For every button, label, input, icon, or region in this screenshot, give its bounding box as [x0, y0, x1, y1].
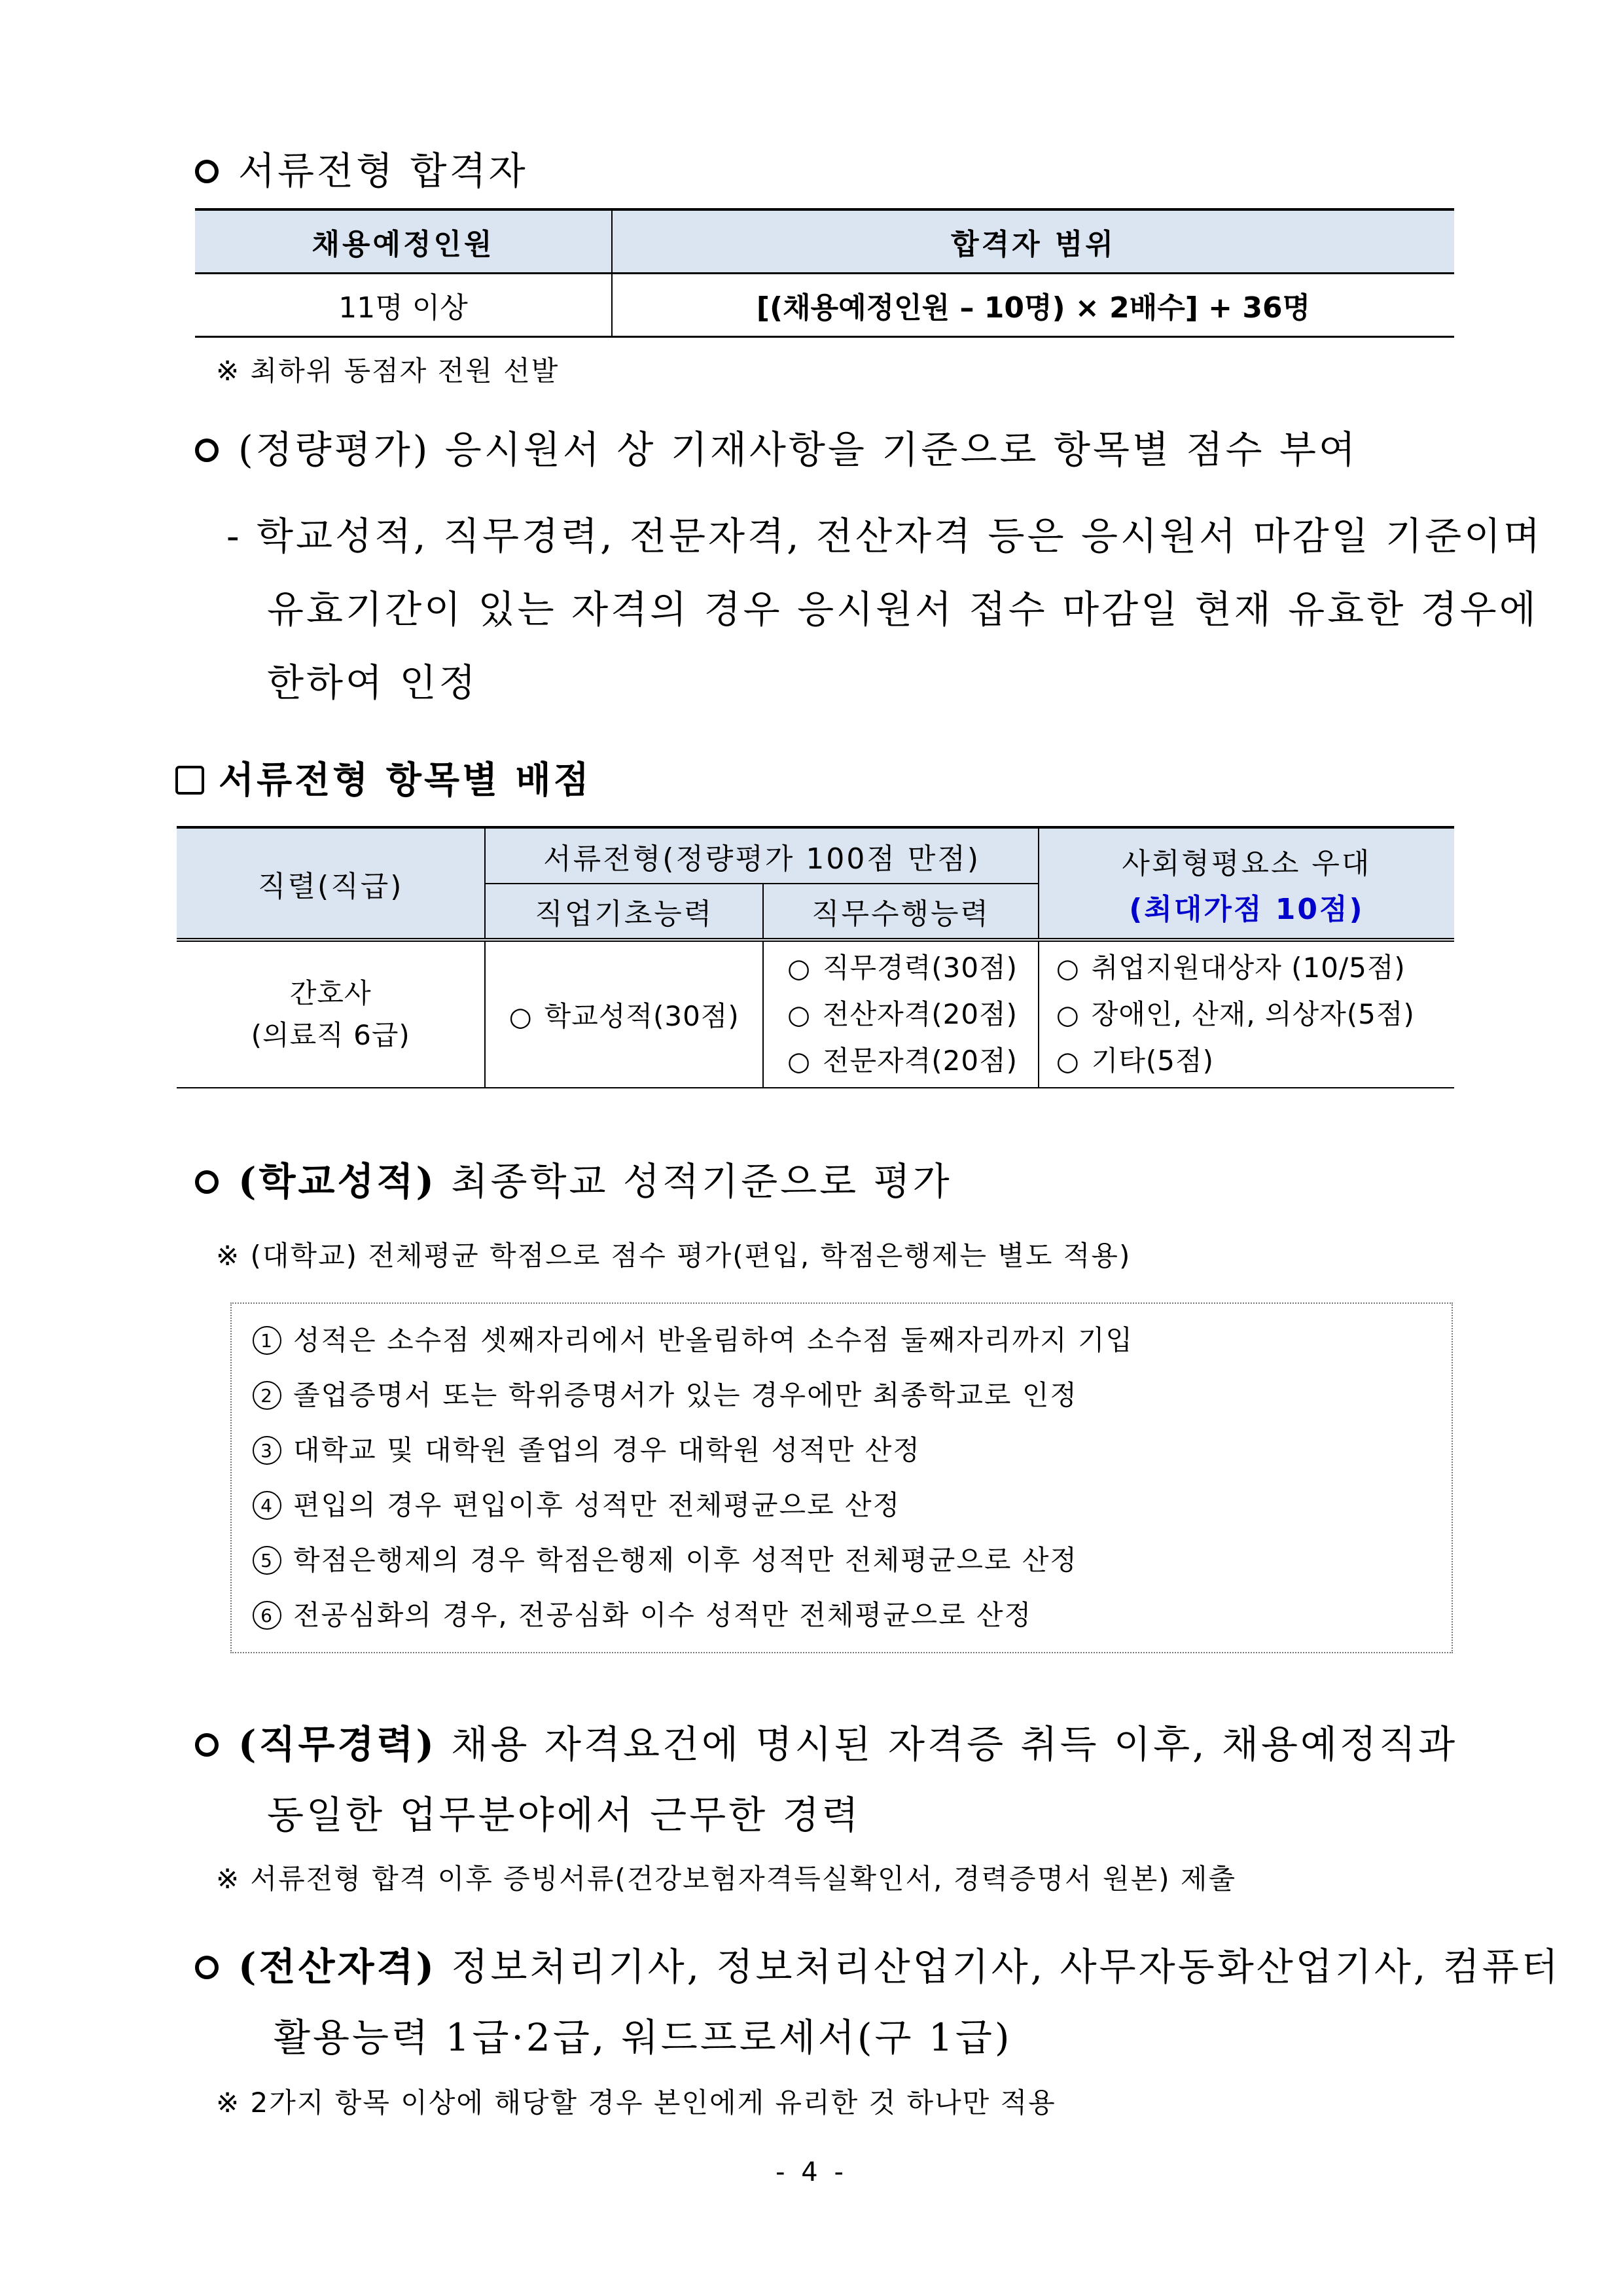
rule-item: 1 성적은 소수점 셋째자리에서 반올림하여 소수점 둘째자리까지 기입 [232, 1313, 1452, 1368]
section-heading-it-certificates: (전산자격) 정보처리기사, 정보처리산업기사, 사무자동화산업기사, 컴퓨터 [195, 1936, 1561, 1991]
header-pass-range: 합격자 범위 [612, 209, 1454, 274]
section-heading-scoring: 서류전형 항목별 배점 [175, 751, 592, 804]
cell-basic-items: ○ 학교성적(30점) [485, 940, 763, 1088]
cell-performance-items: ○ 직무경력(30점) ○ 전산자격(20점) ○ 전문자격(20점) [763, 940, 1039, 1088]
job-experience-line-2: 동일한 업무분야에서 근무한 경력 [267, 1793, 861, 1837]
header-job-performance: 직무수행능력 [763, 884, 1039, 940]
dash-line-3: 한하여 인정 [267, 660, 478, 705]
circle-bullet-icon [195, 160, 219, 183]
tie-note: ※ 최하위 동점자 전원 선발 [216, 355, 560, 387]
passers-table [195, 208, 1454, 338]
header-document-screening: 서류전형(정량평가 100점 만점) [485, 827, 1038, 884]
section-heading-passers: 서류전형 합격자 [195, 140, 528, 195]
cell-job-nurse: 간호사 (의료직 6급) [177, 940, 485, 1088]
circle-bullet-icon [195, 1956, 219, 1979]
square-bullet-icon [175, 766, 204, 795]
section-heading-quantitative: (정량평가) 응시원서 상 기재사항을 기준으로 항목별 점수 부여 [195, 419, 1358, 474]
job-experience-note: ※ 서류전형 합격 이후 증빙서류(건강보험자격득실확인서, 경력증명서 원본) 제출 [216, 1863, 1237, 1895]
circle-bullet-icon [195, 439, 219, 462]
school-grades-note: ※ (대학교) 전체평균 학점으로 점수 평가(편입, 학점은행제는 별도 적용) [216, 1240, 1132, 1272]
circle-bullet-icon [195, 1733, 219, 1757]
dash-line-1: - 학교성적, 직무경력, 전문자격, 전산자격 등은 응시원서 마감일 기준이며 [226, 514, 1543, 558]
rule-item: 6 전공심화의 경우, 전공심화 이수 성적만 전체평균으로 산정 [232, 1588, 1452, 1643]
cell-planned-hires: 11명 이상 [195, 274, 612, 337]
cell-social-items: ○ 취업지원대상자 (10/5점) ○ 장애인, 산재, 의상자(5점) ○ 기타(5점) [1039, 940, 1454, 1088]
school-grades-rules-box [230, 1302, 1453, 1653]
header-basic-ability: 직업기초능력 [485, 884, 763, 940]
dash-line-2: 유효기간이 있는 자격의 경우 응시원서 접수 마감일 현재 유효한 경우에 [267, 587, 1539, 632]
it-certificates-note: ※ 2가지 항목 이상에 해당할 경우 본인에게 유리한 것 하나만 적용 [216, 2087, 1056, 2119]
page-number: - 4 - [776, 2157, 847, 2187]
header-social-equity: 사회형평요소 우대 (최대가점 10점) [1039, 827, 1454, 940]
rule-item: 4 편입의 경우 편입이후 성적만 전체평균으로 산정 [232, 1478, 1452, 1533]
scoring-table [177, 826, 1454, 1088]
cell-pass-range: [(채용예정인원 – 10명) × 2배수] + 36명 [612, 274, 1454, 337]
rule-item: 5 학점은행제의 경우 학점은행제 이후 성적만 전체평균으로 산정 [232, 1533, 1452, 1588]
header-planned-hires: 채용예정인원 [195, 209, 612, 274]
it-certificates-line-2: 활용능력 1급·2급, 워드프로세서(구 1급) [274, 2015, 1012, 2060]
circle-bullet-icon [195, 1170, 219, 1194]
rule-item: 3 대학교 및 대학원 졸업의 경우 대학원 성적만 산정 [232, 1423, 1452, 1478]
rule-item: 2 졸업증명서 또는 학위증명서가 있는 경우에만 최종학교로 인정 [232, 1368, 1452, 1423]
section-heading-job-experience: (직무경력) 채용 자격요건에 명시된 자격증 취득 이후, 채용예정직과 [195, 1713, 1457, 1768]
header-job-grade: 직렬(직급) [177, 827, 485, 940]
section-heading-school-grades: (학교성적) 최종학교 성적기준으로 평가 [195, 1151, 952, 1206]
